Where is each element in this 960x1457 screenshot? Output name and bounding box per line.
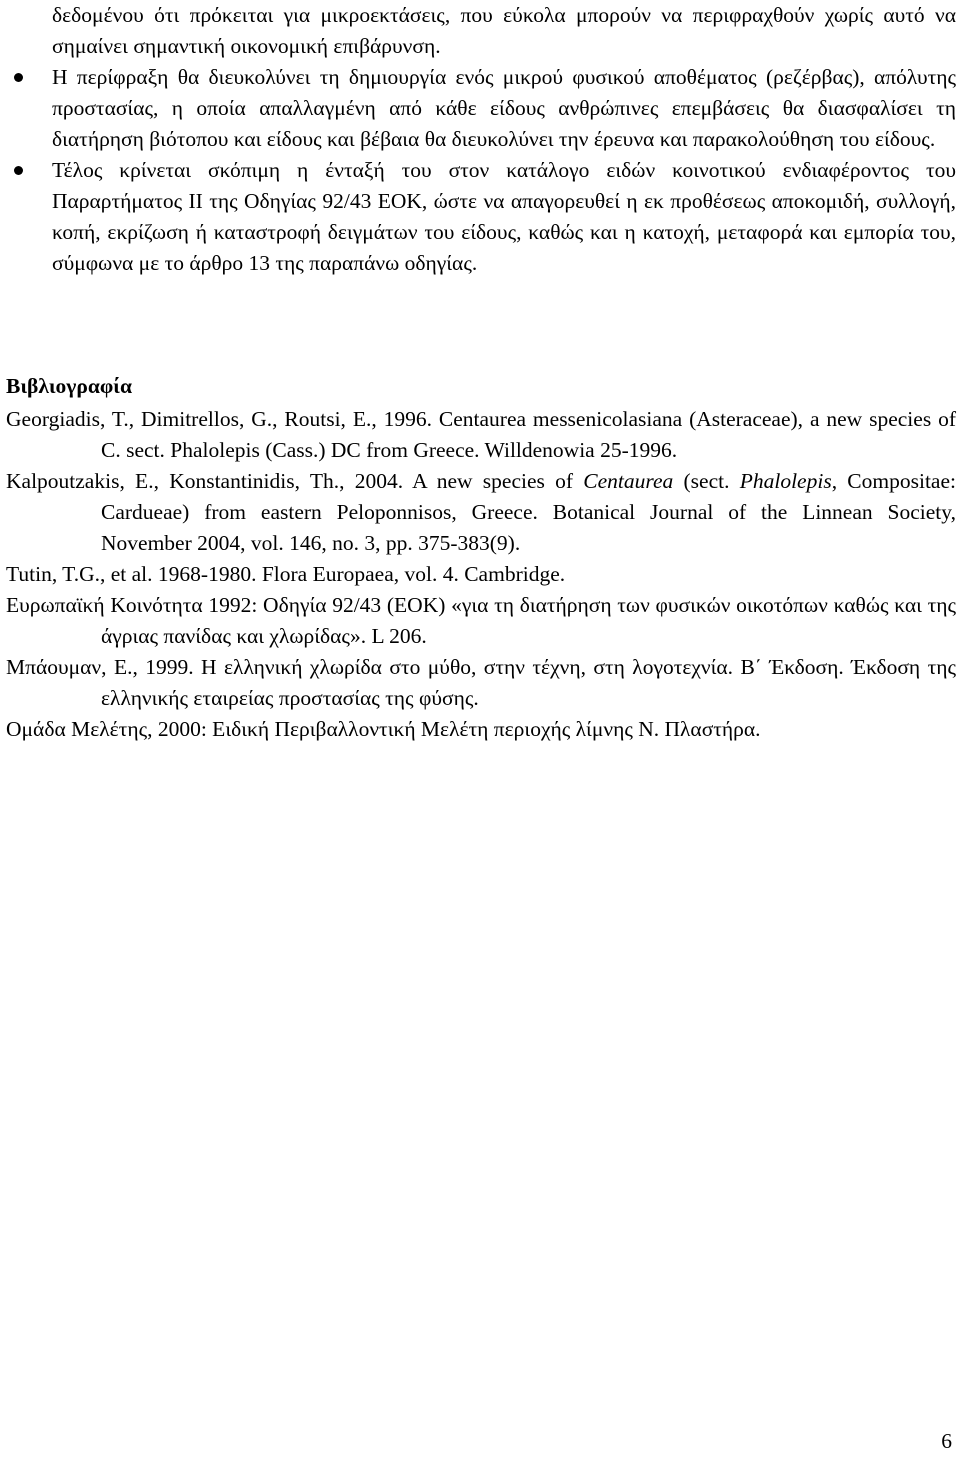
section-name: Phalolepis: [739, 469, 832, 493]
reference-item: Μπάουμαν, Ε., 1999. Η ελληνική χλωρίδα στο μύθο, στην τέχνη, στη λογοτεχνία. Β΄ Έκδοση. Έκδοση της ελληνικής εταιρείας προστασίας της φύσης.: [6, 655, 956, 710]
bullet-icon: [14, 166, 23, 175]
reference-text: (sect.: [673, 469, 740, 493]
reference-item: [6, 466, 956, 559]
bullet-icon: [14, 73, 23, 82]
reference-item: Ευρωπαϊκή Κοινότητα 1992: Οδηγία 92/43 (ΕΟΚ) «για τη διατήρηση των φυσικών οικοτόπων καθώς και της άγριας πανίδας και χλωρίδας». L 206.: [6, 593, 956, 648]
bullet-text: Η περίφραξη θα διευκολύνει τη δημιουργία ενός μικρού φυσικού αποθέματος (ρεζέρβας), απόλυτης προστασίας, η οποία απαλλαγμένη από κάθε είδους ανθρώπινες επεμβάσεις θα διασφαλίσει τη διατήρηση βιότοπου και είδους και βέβαια θα διευκολύνει την έρευνα και παρακολούθηση του είδους.: [52, 65, 956, 151]
bibliography-list: [6, 404, 956, 745]
page-number: 6: [941, 1429, 952, 1453]
bullet-item: [52, 62, 956, 155]
continuation-paragraph: δεδομένου ότι πρόκειται για μικροεκτάσεις, που εύκολα μπορούν να περιφραχθούν χωρίς αυτό να σημαίνει σημαντική οικονομική επιβάρυνση.: [52, 3, 956, 58]
reference-item: Ομάδα Μελέτης, 2000: Ειδική Περιβαλλοντική Μελέτη περιοχής λίμνης Ν. Πλαστήρα.: [6, 717, 761, 741]
genus-name: Centaurea: [583, 469, 674, 493]
reference-item: Georgiadis, T., Dimitrellos, G., Routsi, E., 1996. Centaurea messenicolasiana (Asteraceae), a new species of C. sect. Phalolepis (Cass.) DC from Greece. Willdenowia 25-1996.: [6, 407, 956, 462]
bullet-section: [0, 0, 960, 279]
bullet-text: Τέλος κρίνεται σκόπιμη η ένταξή του στον κατάλογο ειδών κοινοτικού ενδιαφέροντος του Παραρτήματος ΙΙ της Οδηγίας 92/43 ΕΟΚ, ώστε να απαγορευθεί η εκ προθέσεως αποκομιδή, συλλογή, κοπή, εκρίζωση ή καταστροφή δειγμάτων του είδους, καθώς και η κατοχή, μεταφορά και εμπορία του, σύμφωνα με το άρθρο 13 της παραπάνω οδηγίας.: [52, 158, 956, 275]
bullet-item: [52, 155, 956, 279]
reference-text: Kalpoutzakis, E., Konstantinidis, Th., 2004. A new species of: [6, 469, 584, 493]
bibliography-heading: Βιβλιογραφία: [6, 374, 132, 398]
reference-item: Tutin, T.G., et al. 1968-1980. Flora Europaea, vol. 4. Cambridge.: [6, 562, 566, 586]
reference-text: , Compositae: Cardueae) from eastern Peloponnisos, Greece. Botanical Journal of the Linnean Society, November 2004, vol. 146, no. 3, pp. 375-383(9).: [101, 469, 956, 555]
